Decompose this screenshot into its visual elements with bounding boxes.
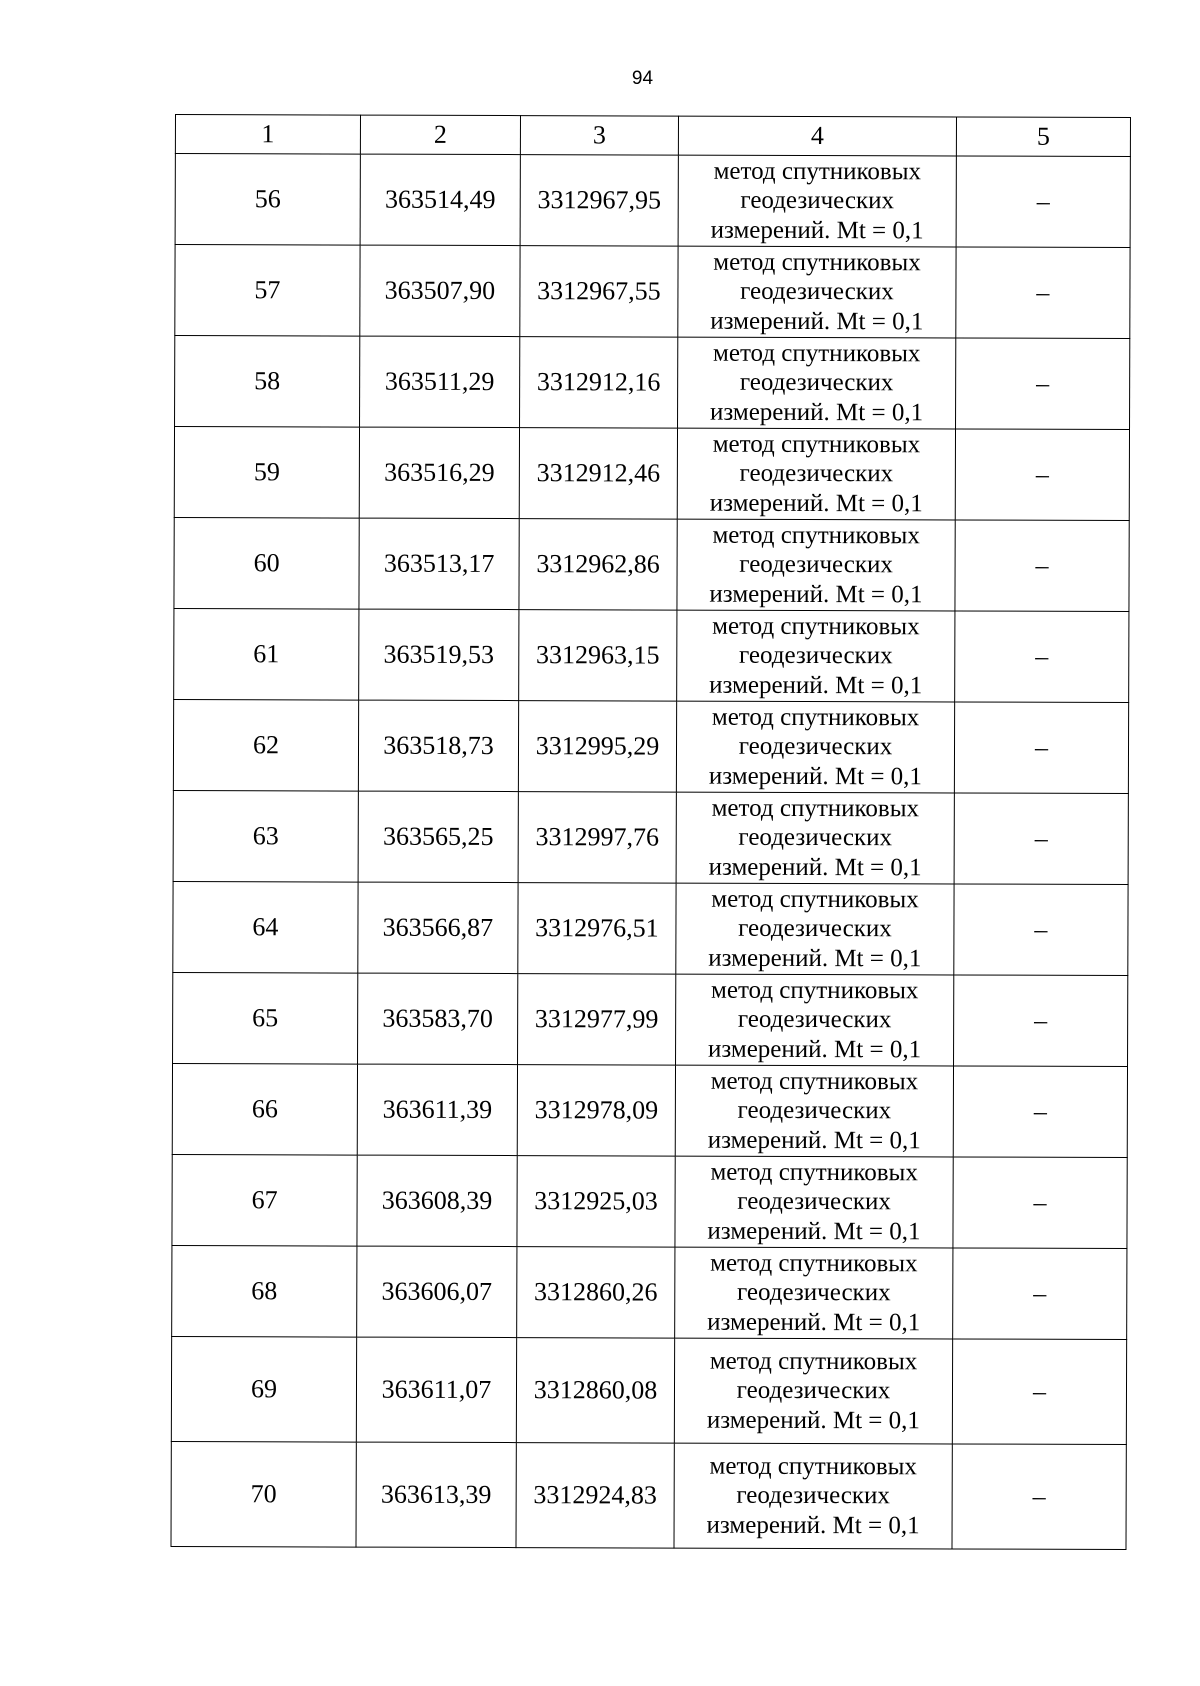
method-line-2: геодезических [740, 187, 895, 215]
method-line-3: измерений. Mt = 0,1 [706, 1406, 920, 1435]
method-line-1: метод спутниковых [709, 1347, 918, 1376]
point-number: 61 [174, 608, 359, 700]
table-row [172, 1154, 1127, 1248]
point-number: 57 [175, 245, 360, 337]
method-description [677, 428, 955, 520]
coordinate-y: 3312912,46 [519, 428, 677, 519]
coordinate-x: 363519,53 [359, 609, 519, 701]
point-number: 58 [175, 336, 360, 428]
table-row [174, 608, 1129, 702]
method-line-2: геодезических [740, 278, 894, 306]
method-line-1: метод спутниковых [713, 339, 921, 368]
method-line-3: измерений. Mt = 0,1 [709, 580, 923, 609]
table-row [172, 1245, 1127, 1339]
method-line-3: измерений. Mt = 0,1 [709, 489, 923, 518]
column-header-1: 1 [175, 115, 360, 155]
point-number: 68 [172, 1245, 357, 1337]
method-line-1: метод спутниковых [709, 1452, 917, 1481]
note-cell: – [952, 1339, 1126, 1445]
note-cell: – [956, 247, 1130, 339]
method-line-1: метод спутниковых [711, 885, 919, 914]
method-line-1: метод спутниковых [713, 157, 922, 186]
method-line-3: измерений. Mt = 0,1 [710, 216, 924, 245]
point-number: 64 [173, 881, 358, 973]
coordinate-y: 3312995,29 [518, 701, 676, 792]
coordinate-y: 3312962,86 [519, 519, 677, 610]
method-description [678, 246, 956, 338]
note-cell: – [956, 338, 1130, 430]
coordinate-x: 363518,73 [358, 700, 518, 792]
method-line-2: геодезических [737, 1188, 891, 1216]
method-line-3: измерений. Mt = 0,1 [709, 671, 923, 700]
method-line-3: измерений. Mt = 0,1 [710, 307, 924, 336]
coordinate-y: 3312967,95 [520, 155, 678, 246]
method-line-1: метод спутниковых [710, 1067, 919, 1096]
method-line-3: измерений. Mt = 0,1 [709, 398, 924, 427]
method-description [675, 1247, 953, 1339]
table-row [175, 154, 1130, 248]
method-description [676, 792, 954, 884]
table-row [174, 517, 1129, 611]
method-line-3: измерений. Mt = 0,1 [707, 1126, 921, 1155]
coordinate-x: 363516,29 [359, 427, 519, 519]
method-description [676, 974, 954, 1066]
method-line-3: измерений. Mt = 0,1 [707, 1308, 921, 1337]
note-cell: – [956, 156, 1130, 248]
coordinate-x: 363608,39 [357, 1155, 517, 1247]
coordinate-x: 363514,49 [360, 154, 520, 246]
method-line-2: геодезических [738, 733, 893, 761]
method-line-1: метод спутниковых [711, 703, 920, 732]
method-line-2: геодезических [736, 1482, 891, 1510]
page-number: 94 [631, 68, 654, 89]
method-line-1: метод спутниковых [712, 521, 920, 550]
point-number: 63 [173, 790, 358, 882]
coordinate-x: 363565,25 [358, 791, 518, 883]
point-number: 70 [171, 1441, 356, 1547]
coordinate-y: 3312860,08 [516, 1338, 674, 1443]
table-row [171, 1441, 1126, 1549]
table-row [175, 336, 1130, 430]
note-cell: – [954, 975, 1128, 1067]
table-row [173, 699, 1128, 793]
method-line-3: измерений. Mt = 0,1 [708, 853, 922, 882]
point-number: 66 [172, 1063, 357, 1155]
note-cell: – [955, 429, 1129, 521]
method-line-2: геодезических [736, 1279, 891, 1307]
method-line-3: измерений. Mt = 0,1 [706, 1511, 920, 1540]
note-cell: – [953, 1066, 1127, 1158]
point-number: 56 [175, 154, 360, 246]
note-cell: – [952, 1444, 1126, 1550]
table-row [175, 245, 1130, 339]
table-body [171, 154, 1130, 1550]
method-description [674, 1338, 952, 1444]
coordinate-x: 363513,17 [359, 518, 519, 610]
coordinate-y: 3312997,76 [518, 792, 676, 883]
method-description [676, 701, 954, 793]
column-header-2: 2 [360, 115, 520, 155]
method-description [676, 883, 954, 975]
note-cell: – [954, 702, 1128, 794]
method-line-2: геодезических [739, 369, 894, 397]
coordinate-y: 3312924,83 [516, 1443, 674, 1548]
column-header-3: 3 [520, 116, 678, 155]
table-row [173, 881, 1128, 975]
coordinate-y: 3312925,03 [517, 1156, 675, 1247]
coordinates-table [170, 114, 1130, 1550]
method-line-2: геодезических [737, 1006, 892, 1034]
method-line-1: метод спутниковых [710, 1158, 918, 1187]
point-number: 60 [174, 517, 359, 609]
point-number: 59 [174, 427, 359, 519]
method-line-2: геодезических [738, 824, 893, 852]
method-description [677, 610, 955, 702]
point-number: 67 [172, 1154, 357, 1246]
method-line-3: измерений. Mt = 0,1 [707, 1035, 922, 1064]
coordinate-x: 363611,39 [357, 1064, 517, 1156]
point-number: 65 [173, 972, 358, 1064]
point-number: 62 [173, 699, 358, 791]
method-line-3: измерений. Mt = 0,1 [707, 1217, 921, 1246]
table-row [171, 1336, 1126, 1444]
method-line-3: измерений. Mt = 0,1 [708, 762, 922, 791]
coordinate-x: 363583,70 [358, 973, 518, 1065]
note-cell: – [955, 520, 1129, 612]
coordinate-y: 3312967,55 [520, 246, 678, 337]
method-line-2: геодезических [736, 1377, 891, 1405]
method-line-1: метод спутниковых [713, 248, 921, 277]
column-header-4: 4 [678, 116, 956, 156]
method-line-2: геодезических [737, 1097, 892, 1125]
table-row [173, 972, 1128, 1066]
method-line-2: геодезических [738, 642, 893, 670]
coordinate-x: 363511,29 [360, 336, 520, 428]
table-row [173, 790, 1128, 884]
method-line-2: геодезических [739, 460, 894, 488]
method-description [678, 155, 956, 247]
method-description [677, 519, 955, 611]
method-line-2: геодезических [739, 551, 893, 579]
coordinate-y: 3312963,15 [519, 610, 677, 701]
method-description [675, 1156, 953, 1248]
method-line-1: метод спутниковых [712, 612, 920, 641]
method-description [674, 1443, 952, 1549]
note-cell: – [953, 1157, 1127, 1249]
method-line-1: метод спутниковых [712, 430, 921, 459]
method-line-1: метод спутниковых [711, 976, 919, 1005]
coordinate-y: 3312977,99 [518, 974, 676, 1065]
coordinate-x: 363566,87 [358, 882, 518, 974]
coordinate-x: 363606,07 [357, 1246, 517, 1338]
note-cell: – [954, 793, 1128, 885]
table-header-row [175, 115, 1130, 157]
method-line-2: геодезических [738, 915, 892, 943]
coordinate-x: 363611,07 [356, 1337, 516, 1443]
method-line-1: метод спутниковых [711, 794, 920, 823]
coordinate-y: 3312978,09 [517, 1065, 675, 1156]
table-row [174, 427, 1129, 521]
note-cell: – [955, 611, 1129, 703]
note-cell: – [953, 1248, 1127, 1340]
method-description [678, 337, 956, 429]
table-row [172, 1063, 1127, 1157]
method-line-3: измерений. Mt = 0,1 [708, 944, 922, 973]
coordinate-x: 363507,90 [360, 245, 520, 337]
point-number: 69 [171, 1336, 356, 1442]
coordinate-y: 3312976,51 [518, 883, 676, 974]
coordinate-y: 3312860,26 [517, 1247, 675, 1338]
coordinate-y: 3312912,16 [520, 337, 678, 428]
method-line-1: метод спутниковых [710, 1249, 918, 1278]
coordinate-x: 363613,39 [356, 1442, 516, 1548]
method-description [675, 1065, 953, 1157]
note-cell: – [954, 884, 1128, 976]
column-header-5: 5 [956, 117, 1130, 157]
